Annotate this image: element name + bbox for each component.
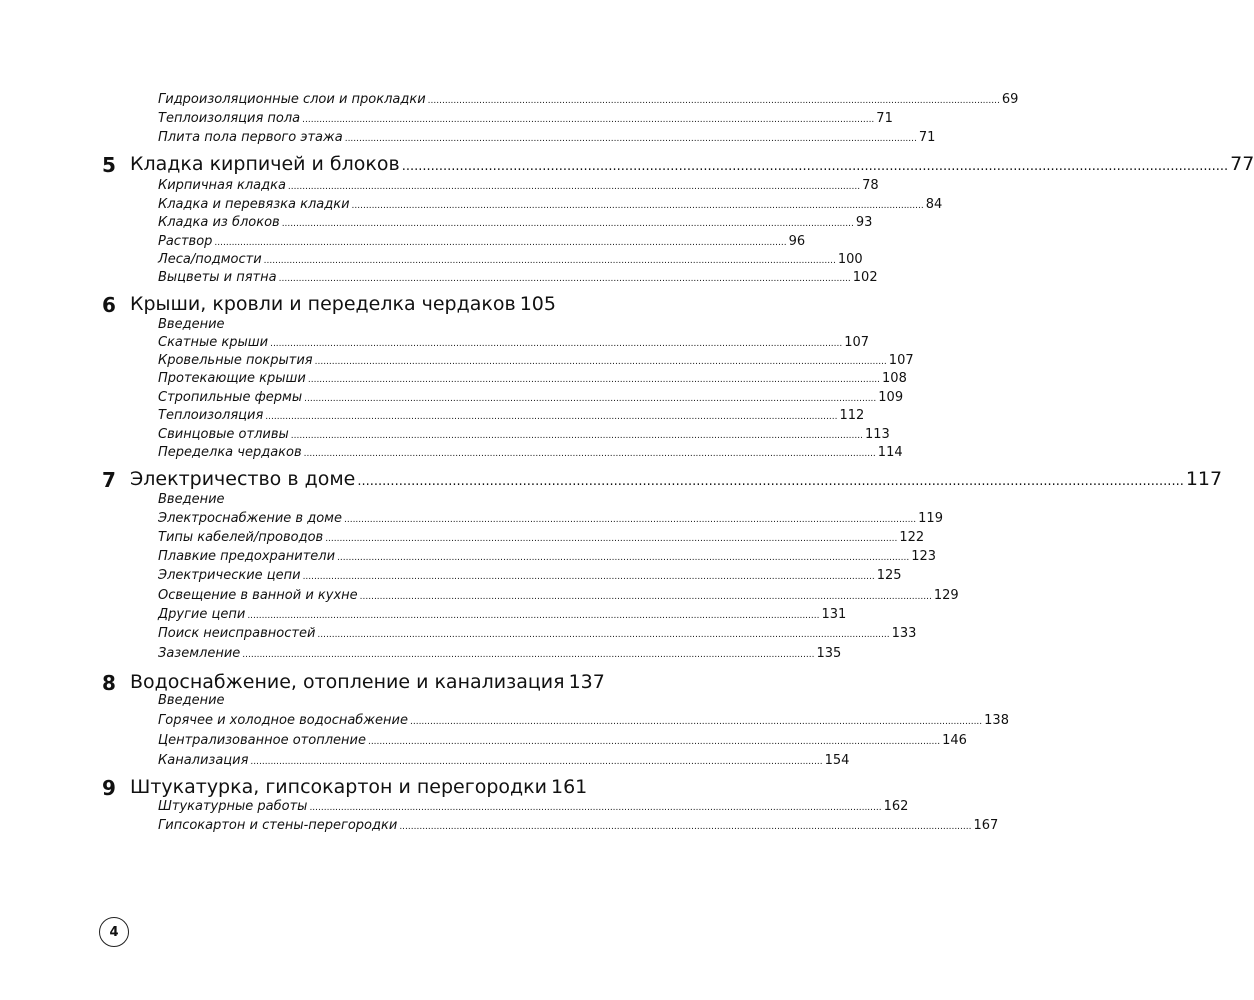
section-entry[interactable] (158, 408, 865, 423)
page-ref: 71 (876, 111, 893, 126)
chapter-entry[interactable] (130, 776, 588, 798)
page-ref: 129 (933, 588, 959, 603)
section-title: Теплоизоляция (158, 408, 264, 423)
page-ref: 78 (862, 178, 879, 193)
dot-leader: ........................................................................................................................................................................................................ (303, 449, 876, 459)
chapter-entry[interactable] (130, 671, 605, 693)
section-entry[interactable] (158, 733, 967, 748)
page-ref: 122 (899, 530, 925, 545)
section-title: Переделка чердаков (158, 445, 302, 460)
page-ref: 96 (788, 234, 806, 249)
section-entry[interactable] (158, 317, 541, 332)
section-entry[interactable] (158, 215, 873, 230)
section-title: Канализация (158, 753, 249, 768)
section-entry[interactable] (158, 753, 850, 768)
page-ref: 162 (883, 799, 909, 814)
page-ref: 109 (878, 390, 904, 405)
dot-leader: ........................................................................................................................................................................................................ (401, 159, 1229, 174)
dot-leader: ........................................................................................................................................................................................................ (281, 219, 854, 229)
section-title: Электрические цепи (158, 568, 301, 583)
page-number-badge (99, 917, 129, 947)
section-title: Кровельные покрытия (158, 353, 313, 368)
page-ref: 93 (855, 215, 873, 230)
section-entry[interactable] (158, 197, 943, 212)
section-entry[interactable] (158, 252, 863, 267)
page-ref: 154 (824, 753, 850, 768)
chapter-title: Водоснабжение, отопление и канализация (130, 671, 565, 693)
dot-leader: ........................................................................................................................................................................................................ (250, 757, 823, 767)
page-ref: 135 (816, 646, 842, 661)
dot-leader: ........................................................................................................................................................................................................ (290, 431, 863, 441)
page-ref: 167 (973, 818, 999, 833)
section-title: Выцветы и пятна (158, 270, 277, 285)
section-title: Освещение в ванной и кухне (158, 588, 358, 603)
dot-leader: ........................................................................................................................................................................................................ (302, 572, 875, 582)
dot-leader: ........................................................................................................................................................................................................ (287, 182, 861, 192)
page-ref: 113 (864, 427, 890, 442)
dot-leader: ........................................................................................................................................................................................................ (265, 412, 838, 422)
section-title: Горячее и холодное водоснабжение (158, 713, 408, 728)
dot-leader: ........................................................................................................................................................................................................ (278, 274, 851, 284)
section-title: Плавкие предохранители (158, 549, 336, 564)
section-entry[interactable] (158, 626, 917, 641)
page-ref: 112 (839, 408, 865, 423)
section-title: Поиск неисправностей (158, 626, 316, 641)
section-entry[interactable] (158, 178, 879, 193)
page-ref: 131 (821, 607, 847, 622)
chapter-entry[interactable] (130, 153, 1254, 175)
section-title: Другие цепи (158, 607, 246, 622)
dot-leader: ........................................................................................................................................................................................................ (325, 534, 898, 544)
section-title: Введение (158, 317, 225, 332)
chapter-title: Крыши, кровли и переделка чердаков (130, 293, 516, 315)
section-title: Типы кабелей/проводов (158, 530, 324, 545)
chapter-title: Электричество в доме (130, 468, 356, 490)
chapter-number: 5 (102, 153, 116, 177)
chapter-number: 6 (102, 293, 116, 317)
section-entry[interactable] (158, 646, 842, 661)
page-ref: 119 (918, 511, 943, 526)
page-ref: 107 (888, 353, 914, 368)
page-ref: 69 (1001, 92, 1019, 107)
page-ref: 107 (844, 335, 870, 350)
section-title: Кирпичная кладка (158, 178, 286, 193)
chapter-title: Штукатурка, гипсокартон и перегородки (130, 776, 547, 798)
section-title: Введение (158, 492, 225, 507)
section-entry[interactable] (158, 568, 902, 583)
page-ref: 133 (891, 626, 917, 641)
page-ref: 146 (942, 733, 967, 748)
section-entry[interactable] (158, 511, 943, 526)
section-title: Гидроизоляционные слои и прокладки (158, 92, 426, 107)
section-entry[interactable] (158, 111, 893, 126)
section-title: Свинцовые отливы (158, 427, 289, 442)
page-ref: 102 (852, 270, 878, 285)
chapter-number: 8 (102, 671, 116, 695)
page-ref: 125 (876, 568, 902, 583)
dot-leader: ........................................................................................................................................................................................................ (337, 553, 910, 563)
dot-leader: ........................................................................................................................................................................................................ (359, 592, 932, 602)
section-title: Кладка и перевязка кладки (158, 197, 350, 212)
section-title: Введение (158, 693, 225, 708)
dot-leader: ........................................................................................................................................................................................................ (344, 134, 917, 144)
section-entry[interactable] (158, 713, 1009, 728)
section-title: Раствор (158, 234, 213, 249)
page-ref: 105 (519, 293, 556, 315)
page-ref: 114 (877, 445, 903, 460)
section-title: Леса/подмости (158, 252, 262, 267)
section-title: Гипсокартон и стены-перегородки (158, 818, 398, 833)
section-entry[interactable] (158, 270, 878, 285)
section-entry[interactable] (158, 445, 903, 460)
section-entry[interactable] (158, 799, 909, 814)
section-entry[interactable] (158, 371, 907, 386)
section-title: Стропильные фермы (158, 390, 303, 405)
page-ref: 100 (837, 252, 863, 267)
page-ref: 71 (918, 130, 936, 145)
page-ref: 137 (568, 671, 605, 693)
section-entry[interactable] (158, 335, 870, 350)
dot-leader: ........................................................................................................................................................................................................ (270, 339, 843, 349)
section-entry[interactable] (158, 607, 847, 622)
dot-leader: ........................................................................................................................................................................................................ (214, 238, 787, 248)
page-ref: 108 (882, 371, 907, 386)
section-entry[interactable] (158, 549, 937, 564)
section-title: Централизованное отопление (158, 733, 366, 748)
section-entry[interactable] (158, 130, 936, 145)
section-title: Теплоизоляция пола (158, 111, 301, 126)
dot-leader: ........................................................................................................................................................................................................ (367, 737, 941, 747)
dot-leader: ........................................................................................................................................................................................................ (263, 256, 836, 266)
section-title: Плита пола первого этажа (158, 130, 343, 145)
page-ref: 123 (911, 549, 937, 564)
section-entry[interactable] (158, 530, 925, 545)
section-entry[interactable] (158, 427, 890, 442)
chapter-number: 7 (102, 468, 116, 492)
section-entry[interactable] (158, 492, 541, 507)
section-entry[interactable] (158, 234, 806, 249)
chapter-title: Кладка кирпичей и блоков (130, 153, 400, 175)
dot-leader: ........................................................................................................................................................................................................ (309, 803, 882, 813)
dot-leader: ........................................................................................................................................................................................................ (307, 375, 881, 385)
section-entry[interactable] (158, 818, 999, 833)
section-title: Заземление (158, 646, 241, 661)
dot-leader: ........................................................................................................................................................................................................ (314, 357, 887, 367)
chapter-entry[interactable] (130, 293, 556, 315)
dot-leader: ........................................................................................................................................................................................................ (343, 515, 917, 525)
page-number: 4 (109, 924, 119, 940)
section-title: Электроснабжение в доме (158, 511, 342, 526)
dot-leader: ........................................................................................................................................................................................................ (357, 474, 1184, 489)
dot-leader: ........................................................................................................................................................................................................ (247, 611, 820, 621)
dot-leader: ........................................................................................................................................................................................................ (427, 96, 1000, 106)
section-entry[interactable] (158, 92, 1019, 107)
chapter-number: 9 (102, 776, 116, 800)
dot-leader: ........................................................................................................................................................................................................ (242, 650, 815, 660)
dot-leader: ........................................................................................................................................................................................................ (351, 201, 924, 211)
dot-leader: ........................................................................................................................................................................................................ (317, 630, 890, 640)
section-entry[interactable] (158, 390, 904, 405)
section-entry[interactable] (158, 693, 541, 708)
page-ref: 117 (1185, 468, 1223, 490)
page-ref: 138 (984, 713, 1009, 728)
section-title: Скатные крыши (158, 335, 269, 350)
section-entry[interactable] (158, 353, 914, 368)
dot-leader: ........................................................................................................................................................................................................ (409, 717, 983, 727)
dot-leader: ........................................................................................................................................................................................................ (304, 394, 877, 404)
chapter-entry[interactable] (130, 468, 1223, 490)
dot-leader: ........................................................................................................................................................................................................ (399, 822, 972, 832)
page-ref: 77 (1230, 153, 1254, 175)
page-ref: 84 (925, 197, 943, 212)
section-entry[interactable] (158, 588, 959, 603)
section-title: Штукатурные работы (158, 799, 308, 814)
section-title: Протекающие крыши (158, 371, 306, 386)
dot-leader: ........................................................................................................................................................................................................ (302, 115, 875, 125)
section-title: Кладка из блоков (158, 215, 280, 230)
page-ref: 161 (550, 776, 588, 798)
